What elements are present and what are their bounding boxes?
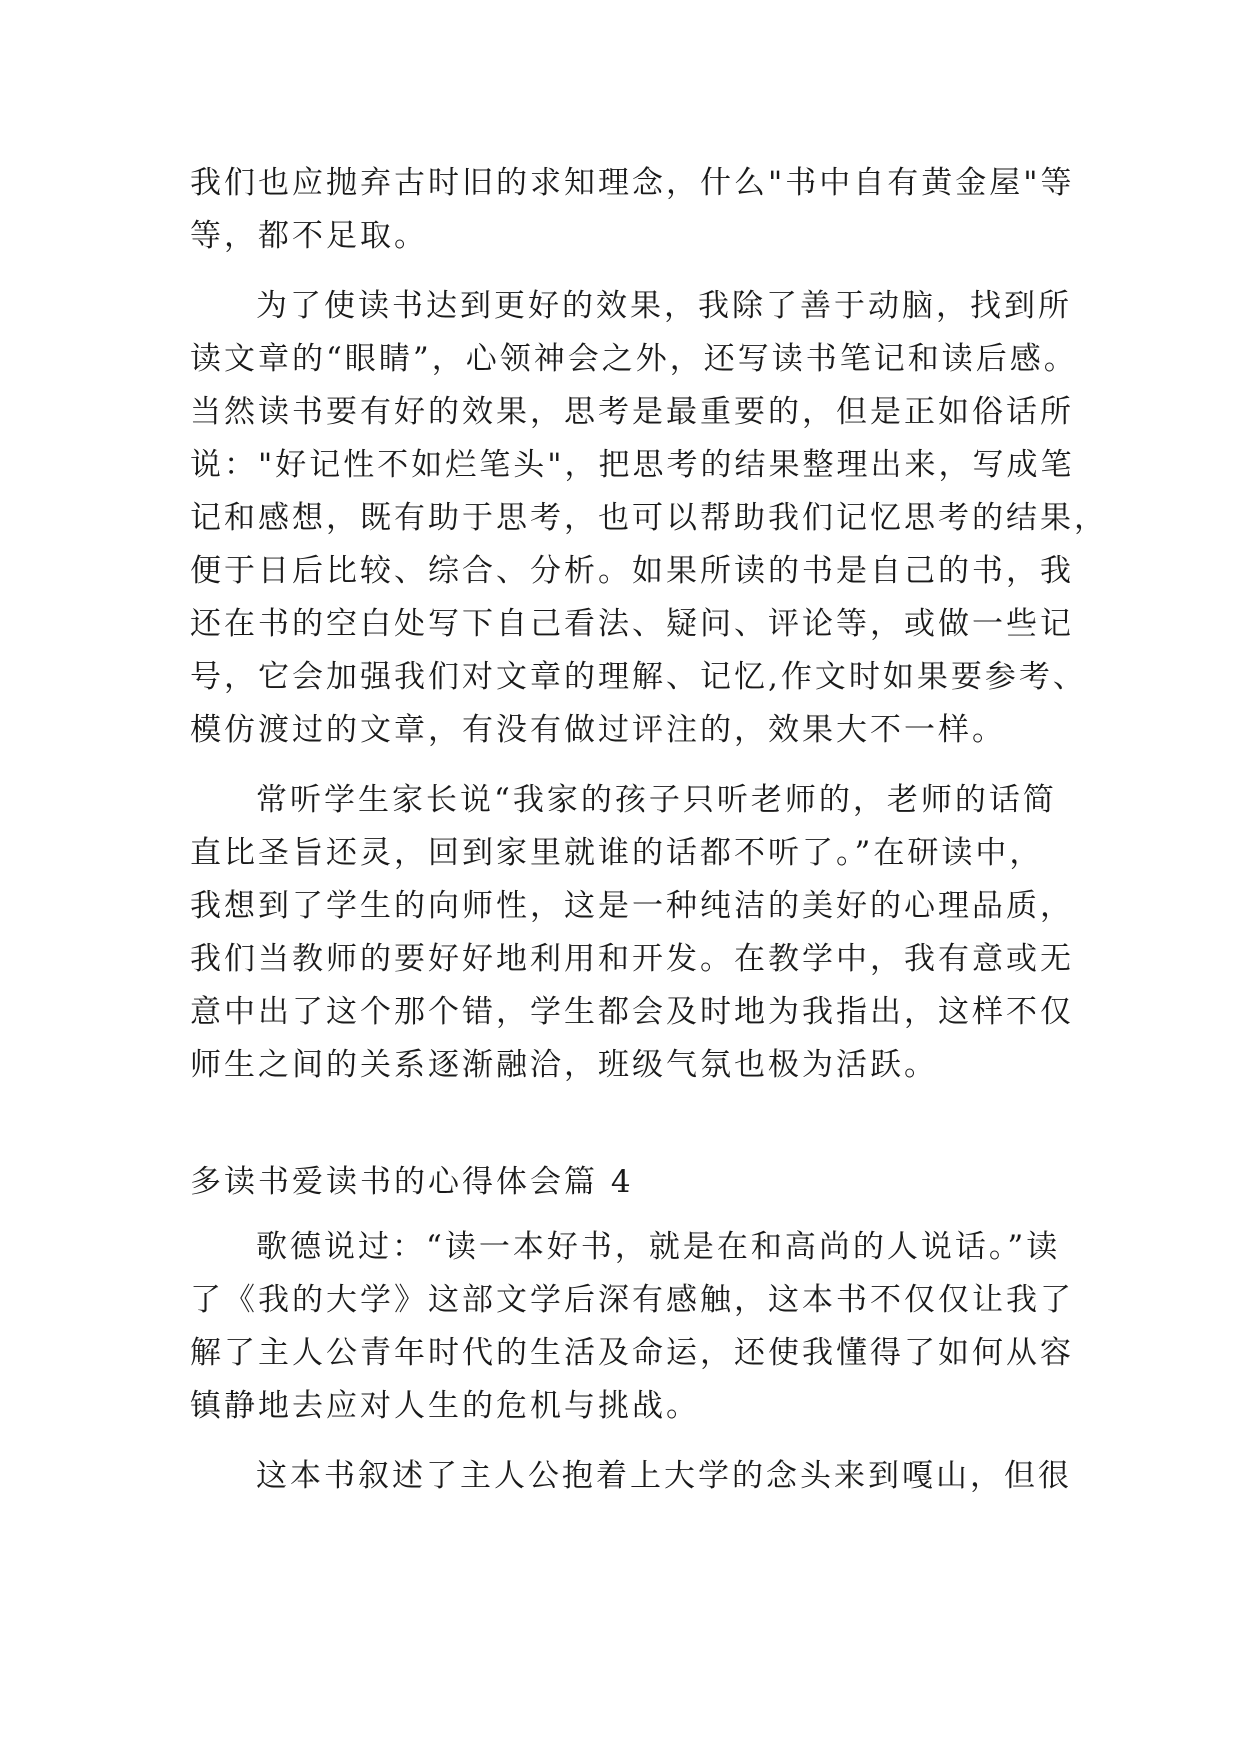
text-line: 意中出了这个那个错，学生都会及时地为我指出，这样不仅	[190, 994, 1074, 1030]
text-line: 还在书的空白处写下自己看法、疑问、评论等，或做一些记	[190, 606, 1074, 642]
text-line: 了《我的大学》这部文学后深有感触，这本书不仅仅让我了	[190, 1282, 1074, 1318]
text-line: 当然读书要有好的效果，思考是最重要的，但是正如俗话所	[190, 394, 1074, 430]
text-line: 我想到了学生的向师性，这是一种纯洁的美好的心理品质，	[190, 888, 1074, 924]
paragraph-first-line: 为了使读书达到更好的效果，我除了善于动脑，找到所	[256, 288, 1072, 324]
paragraph-first-line: 常听学生家长说“我家的孩子只听老师的，老师的话简	[256, 782, 1057, 818]
text-line: 说："好记性不如烂笔头"，把思考的结果整理出来，写成笔	[190, 447, 1075, 483]
text-line: 便于日后比较、综合、分析。如果所读的书是自己的书，我	[190, 553, 1074, 589]
text-line: 号，它会加强我们对文章的理解、记忆,作文时如果要参考、	[190, 659, 1087, 695]
paragraph-first-line: 歌德说过：“读一本好书，就是在和高尚的人说话。”读	[256, 1229, 1061, 1265]
text-line: 记和感想，既有助于思考，也可以帮助我们记忆思考的结果，	[190, 500, 1108, 536]
paragraph-first-line: 这本书叙述了主人公抱着上大学的念头来到嘎山，但很	[256, 1458, 1072, 1494]
text-line: 模仿渡过的文章，有没有做过评注的，效果大不一样。	[190, 712, 1006, 748]
text-line: 直比圣旨还灵，回到家里就谁的话都不听了。”在研读中，	[190, 835, 1044, 871]
text-line: 镇静地去应对人生的危机与挑战。	[190, 1388, 700, 1424]
text-line: 师生之间的关系逐渐融洽，班级气氛也极为活跃。	[190, 1047, 938, 1083]
text-line: 读文章的“眼睛”，心领神会之外，还写读书笔记和读后感。	[190, 341, 1078, 377]
section-heading: 多读书爱读书的心得体会篇 4	[190, 1164, 634, 1200]
text-line: 我们当教师的要好好地利用和开发。在教学中，我有意或无	[190, 941, 1074, 977]
text-line: 等，都不足取。	[190, 218, 428, 254]
text-line: 解了主人公青年时代的生活及命运，还使我懂得了如何从容	[190, 1335, 1074, 1371]
text-line: 我们也应抛弃古时旧的求知理念，什么"书中自有黄金屋"等	[190, 165, 1075, 201]
